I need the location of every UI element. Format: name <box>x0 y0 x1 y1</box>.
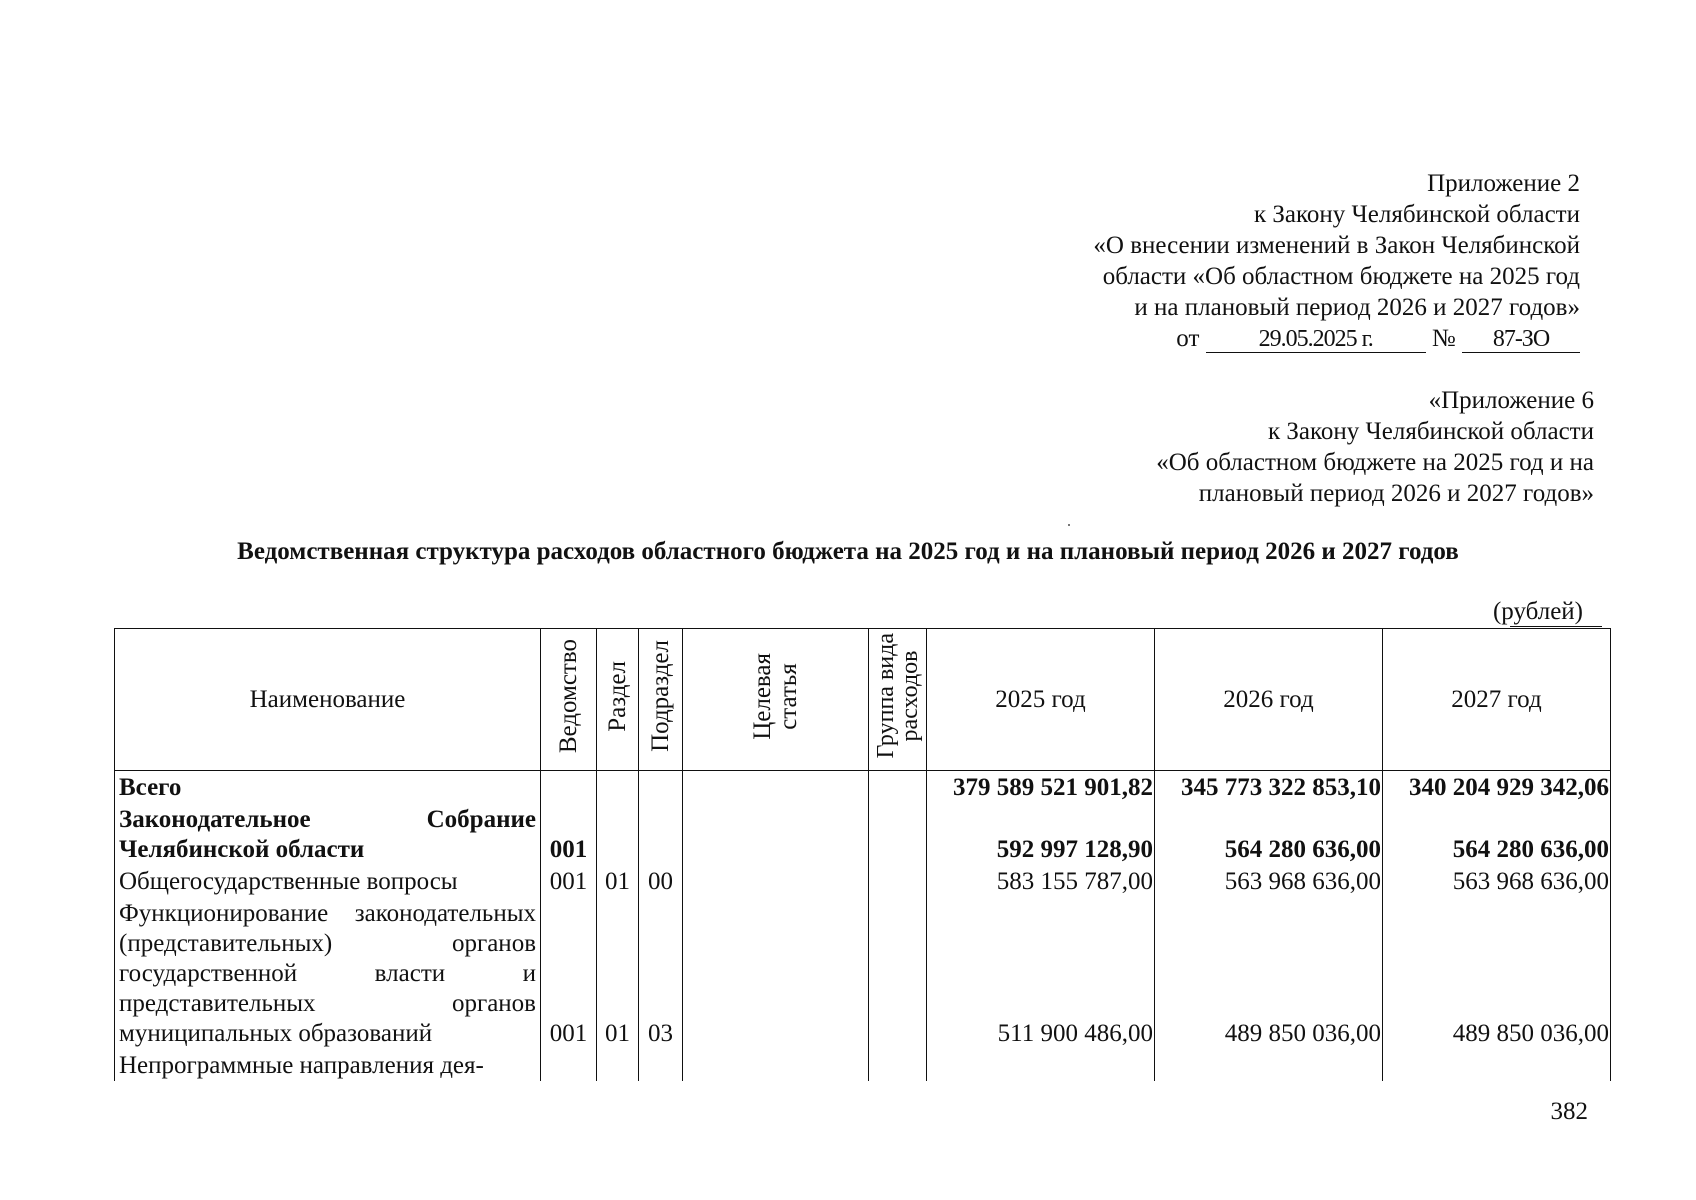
header-group-label <box>874 633 922 758</box>
row-dept <box>541 771 597 804</box>
header-2026: 2026 год <box>1155 629 1383 771</box>
row-target <box>683 865 869 897</box>
row-subsection: 03 <box>639 897 683 1049</box>
row-dept: 001 <box>541 865 597 897</box>
table-row-partial <box>115 1049 1611 1081</box>
row-section: 01 <box>597 865 639 897</box>
row-2027: 340 204 929 342,06 <box>1383 771 1611 804</box>
header-target-label <box>750 653 802 740</box>
header-dept <box>541 629 597 771</box>
row-2026: 564 280 636,00 <box>1155 803 1383 865</box>
table-row <box>115 865 1611 897</box>
row-group <box>869 865 927 897</box>
table-row <box>115 803 1611 865</box>
law-date: 29.05.2025 г. <box>1206 326 1426 353</box>
annex-line-3: «О внесении изменений в Закон Челябинской <box>1093 232 1580 259</box>
annex6-header <box>1156 385 1594 509</box>
row-2027 <box>1383 1049 1611 1081</box>
annex-header <box>1093 168 1580 354</box>
row-2025: 511 900 486,00 <box>927 897 1155 1049</box>
annex-line-5: и на плановый период 2026 и 2027 годов» <box>1134 294 1580 321</box>
row-dept <box>541 1049 597 1081</box>
header-subsection-label: Подраздел <box>646 640 674 752</box>
row-2027: 489 850 036,00 <box>1383 897 1611 1049</box>
row-2025: 379 589 521 901,82 <box>927 771 1155 804</box>
table-header-row <box>115 629 1611 771</box>
row-2027: 564 280 636,00 <box>1383 803 1611 865</box>
row-name: Непрограммные направления дея- <box>115 1049 541 1081</box>
header-target-line2: статья <box>774 662 802 730</box>
row-subsection <box>639 1049 683 1081</box>
page-number: 382 <box>1550 1098 1588 1125</box>
row-group <box>869 771 927 804</box>
row-target <box>683 771 869 804</box>
header-group-line2: расходов <box>896 650 923 742</box>
document-title: Ведомственная структура расходов областного бюджета на 2025 год и на плановый период 2026 и 2027 годов <box>237 538 1459 565</box>
header-2025: 2025 год <box>927 629 1155 771</box>
annex-line-2: к Закону Челябинской области <box>1254 201 1580 228</box>
row-2025 <box>927 1049 1155 1081</box>
law-number: 87-ЗО <box>1462 326 1580 353</box>
header-2027: 2027 год <box>1383 629 1611 771</box>
annex6-line-4: плановый период 2026 и 2027 годов» <box>1198 480 1594 507</box>
row-target <box>683 1049 869 1081</box>
row-subsection <box>639 771 683 804</box>
row-section <box>597 803 639 865</box>
row-dept: 001 <box>541 897 597 1049</box>
row-2026 <box>1155 1049 1383 1081</box>
row-subsection: 00 <box>639 865 683 897</box>
row-dept: 001 <box>541 803 597 865</box>
row-name: Функционирование законодательных (представительных) органов государственной власти и представительных органов муниципальных образований <box>115 897 541 1049</box>
annex-line-4: области «Об областном бюджете на 2025 год <box>1102 263 1580 290</box>
row-group <box>869 897 927 1049</box>
row-section <box>597 771 639 804</box>
row-subsection <box>639 803 683 865</box>
row-target <box>683 897 869 1049</box>
row-name: Общегосударственные вопросы <box>115 865 541 897</box>
row-2027: 563 968 636,00 <box>1383 865 1611 897</box>
row-2025: 583 155 787,00 <box>927 865 1155 897</box>
from-label: от <box>1176 325 1200 352</box>
row-2025: 592 997 128,90 <box>927 803 1155 865</box>
annex6-line-2: к Закону Челябинской области <box>1268 418 1594 445</box>
header-section <box>597 629 639 771</box>
header-group <box>869 629 927 771</box>
row-group <box>869 1049 927 1081</box>
row-group <box>869 803 927 865</box>
annex6-line-3: «Об областном бюджете на 2025 год и на <box>1156 449 1594 476</box>
row-name: Законодательное Собрание Челябинской области <box>115 803 541 865</box>
row-2026: 489 850 036,00 <box>1155 897 1383 1049</box>
row-section <box>597 1049 639 1081</box>
row-section: 01 <box>597 897 639 1049</box>
budget-table <box>114 628 1611 1081</box>
units-label: (рублей) <box>1492 598 1583 625</box>
row-target <box>683 803 869 865</box>
budget-table-wrap <box>114 628 1611 1081</box>
header-name: Наименование <box>115 629 541 771</box>
units-underline <box>1510 626 1602 627</box>
row-name: Всего <box>115 771 541 804</box>
annex-line-1: Приложение 2 <box>1427 170 1580 197</box>
header-section-label: Раздел <box>603 660 631 732</box>
scan-speck <box>1068 524 1070 526</box>
annex-signature-line <box>1093 323 1580 354</box>
annex6-line-1: «Приложение 6 <box>1428 387 1594 414</box>
header-subsection <box>639 629 683 771</box>
row-2026: 563 968 636,00 <box>1155 865 1383 897</box>
header-dept-label: Ведомство <box>554 638 582 754</box>
table-row <box>115 897 1611 1049</box>
number-label: № <box>1431 325 1456 352</box>
header-target <box>683 629 869 771</box>
table-row-total <box>115 771 1611 804</box>
header-group-line1: Группа вида <box>872 633 899 759</box>
header-target-line1: Целевая <box>748 652 776 740</box>
row-2026: 345 773 322 853,10 <box>1155 771 1383 804</box>
